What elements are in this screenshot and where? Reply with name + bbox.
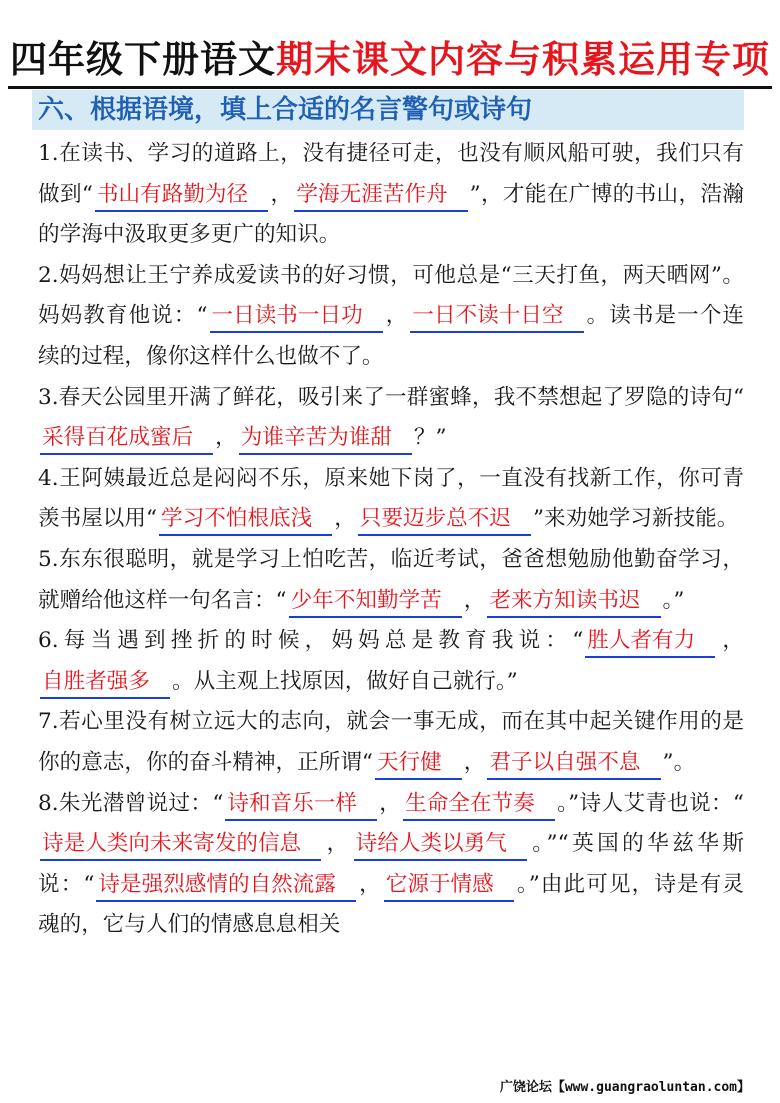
question-5 xyxy=(38,540,744,621)
answer-blank: 采得百花成蜜后 xyxy=(40,423,213,455)
question-8 xyxy=(38,784,744,946)
answer-blank: 为谁辛苦为谁甜 xyxy=(239,423,412,455)
question-text: 。从主观上找原因，做好自己就行。” xyxy=(171,668,518,694)
question-text: ， xyxy=(463,587,486,613)
section-heading: 六、根据语境，填上合适的名言警句或诗句 xyxy=(32,90,744,130)
question-text: ， xyxy=(378,790,402,816)
question-text: 6.每当遇到挫折的时候，妈妈总是教育我说：“ xyxy=(38,628,584,654)
question-text: 7.若心里没有树立远大的志向，就会一事无成，而在其中起关键作用的是你的意志，你的奋斗精神，正所谓“ xyxy=(38,709,744,775)
answer-blank: 少年不知勤学苦 xyxy=(289,586,462,618)
answer-blank: 生命全在节奏 xyxy=(403,789,555,821)
question-text: 。”由此可见，诗是有灵魂的，它与人们的情感息息相关 xyxy=(38,871,744,938)
question-text: ， xyxy=(323,831,352,857)
question-text: 1.在读书、学习的道路上，没有捷径可走，也没有顺风船可驶，我们只有做到“ xyxy=(38,141,744,207)
question-4 xyxy=(38,459,744,540)
question-6 xyxy=(38,621,744,702)
answer-blank: 天行健 xyxy=(375,748,462,780)
question-text: ， xyxy=(384,303,409,329)
answer-blank: 一日读书一日功 xyxy=(210,301,383,333)
answer-blank: 诗给人类以勇气 xyxy=(354,829,527,861)
question-text: 4.王阿姨最近总是闷闷不乐，原来她下岗了，一直没有找新工作，你可青羡书屋以用“ xyxy=(38,465,744,532)
answer-blank: 学习不怕根底浅 xyxy=(159,504,332,536)
question-text: ”来劝她学习新技能。 xyxy=(532,506,739,532)
question-text: 8.朱光潜曾说过：“ xyxy=(38,790,224,816)
title-grade: 四年级下册语文 xyxy=(10,38,276,81)
answer-blank: 老来方知读书迟 xyxy=(487,586,660,618)
answer-blank: 学海无涯苦作舟 xyxy=(294,180,467,212)
answer-blank: 一日不读十日空 xyxy=(410,301,583,333)
title-topic: 期末课文内容与积累运用专项 xyxy=(276,38,770,81)
question-text: 2.妈妈想让王宁养成爱读书的好习惯，可他总是“三天打鱼，两天晒网”。妈妈教育他说：“ xyxy=(38,262,744,329)
question-text: ， xyxy=(215,425,237,451)
question-text: ”。 xyxy=(662,749,696,775)
question-text: ， xyxy=(357,871,382,897)
question-text: 3.春天公园里开满了鲜花，吸引来了一群蜜蜂，我不禁想起了罗隐的诗句“ xyxy=(38,384,744,410)
footer-source: 广饶论坛【www.guangraoluntan.com】 xyxy=(499,1080,750,1095)
answer-blank: 只要迈步总不迟 xyxy=(358,504,531,536)
question-list xyxy=(38,134,744,946)
question-1 xyxy=(38,134,744,256)
question-text: ， xyxy=(270,181,293,207)
answer-blank: 书山有路勤为径 xyxy=(95,180,268,212)
title-area xyxy=(0,36,780,89)
answer-blank: 它源于情感 xyxy=(384,870,514,902)
question-text: ？” xyxy=(413,425,447,451)
question-text: 。读书是一个连续的过程，像你这样什么也做不了。 xyxy=(38,303,744,369)
question-text: ， xyxy=(334,506,356,532)
question-2 xyxy=(38,256,744,378)
question-text: ， xyxy=(717,628,744,654)
question-text: ”，才能在广博的书山，浩瀚的学海中汲取更多更广的知识。 xyxy=(38,181,744,248)
question-text: 。”诗人艾青也说：“ xyxy=(556,790,744,816)
answer-blank: 自胜者强多 xyxy=(40,667,170,699)
answer-blank: 诗是强烈感情的自然流露 xyxy=(96,870,356,902)
question-3 xyxy=(38,378,744,459)
answer-blank: 诗和音乐一样 xyxy=(225,789,377,821)
question-text: 。” xyxy=(662,587,685,613)
answer-blank: 君子以自强不息 xyxy=(487,748,660,780)
question-text: 。”“英国的华兹华斯说：“ xyxy=(38,831,744,897)
question-text: ， xyxy=(463,749,486,775)
answer-blank: 诗是人类向未来寄发的信息 xyxy=(40,829,321,861)
answer-blank: 胜人者有力 xyxy=(585,626,715,658)
question-7 xyxy=(38,702,744,783)
question-text: 5.东东很聪明，就是学习上怕吃苦，临近考试，爸爸想勉励他勤奋学习，就赠给他这样一句名言：“ xyxy=(38,546,744,613)
page-title xyxy=(8,36,772,89)
